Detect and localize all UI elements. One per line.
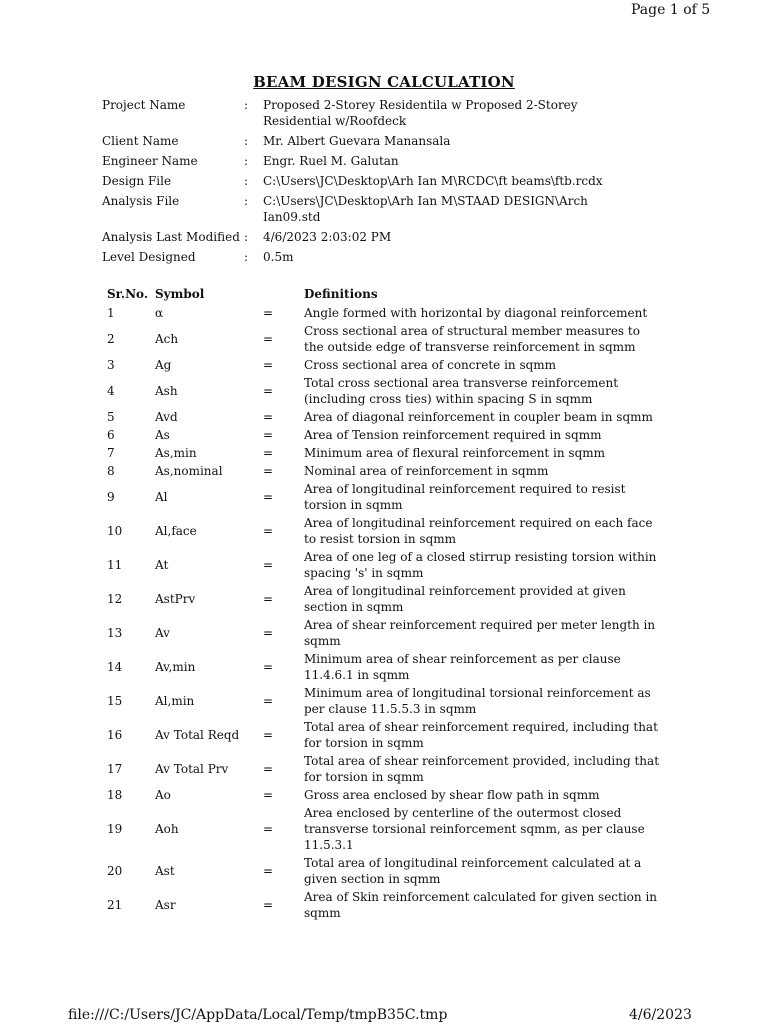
row-sr-no: 10 xyxy=(107,524,123,538)
row-symbol: Av,min xyxy=(155,660,196,674)
table-row xyxy=(107,357,667,373)
info-colon: : xyxy=(244,230,249,244)
row-sr-no: 16 xyxy=(107,728,123,742)
row-sr-no: 18 xyxy=(107,788,123,802)
row-equals: = xyxy=(263,428,274,442)
table-row xyxy=(107,805,667,853)
table-row xyxy=(107,685,667,717)
info-label: Analysis File xyxy=(102,194,180,208)
row-definition: Area of diagonal reinforcement in coupler beam in sqmm xyxy=(304,410,653,424)
info-row-analysis-file xyxy=(102,193,662,225)
table-row xyxy=(107,323,667,355)
header-definitions: Definitions xyxy=(304,287,378,301)
row-sr-no: 17 xyxy=(107,762,123,776)
info-label: Design File xyxy=(102,174,172,188)
info-value: C:\Users\JC\Desktop\Arh Ian M\STAAD DESIGN\Arch Ian09.std xyxy=(263,194,588,224)
row-equals: = xyxy=(263,694,274,708)
row-sr-no: 3 xyxy=(107,358,115,372)
row-symbol: As xyxy=(155,428,170,442)
row-sr-no: 2 xyxy=(107,332,115,346)
definitions-table xyxy=(107,285,667,923)
document-title: BEAM DESIGN CALCULATION xyxy=(253,73,515,91)
row-equals: = xyxy=(263,788,274,802)
footer-file-url: file:///C:/Users/JC/AppData/Local/Temp/tmpB35C.tmp xyxy=(68,1007,448,1023)
row-symbol: Al xyxy=(155,490,168,504)
table-row xyxy=(107,305,667,321)
row-definition: Area of Tension reinforcement required in sqmm xyxy=(304,428,602,442)
row-equals: = xyxy=(263,558,274,572)
row-definition: Gross area enclosed by shear flow path in sqmm xyxy=(304,788,600,802)
table-row xyxy=(107,463,667,479)
table-row xyxy=(107,855,667,887)
row-sr-no: 9 xyxy=(107,490,115,504)
row-definition: Area of one leg of a closed stirrup resisting torsion within spacing 's' in sqmm xyxy=(304,550,657,580)
info-colon: : xyxy=(244,134,249,148)
info-row-level-designed xyxy=(102,249,662,265)
page-indicator: Page 1 of 5 xyxy=(631,2,711,18)
row-definition: Minimum area of shear reinforcement as per clause 11.4.6.1 in sqmm xyxy=(304,652,621,682)
row-equals: = xyxy=(263,592,274,606)
row-sr-no: 15 xyxy=(107,694,123,708)
info-value: 0.5m xyxy=(263,250,294,264)
row-sr-no: 21 xyxy=(107,898,123,912)
info-row-analysis-last-modified xyxy=(102,229,662,245)
row-symbol: α xyxy=(155,306,164,320)
row-symbol: Avd xyxy=(155,410,178,424)
row-sr-no: 4 xyxy=(107,384,115,398)
info-row-design-file xyxy=(102,173,662,189)
row-definition: Minimum area of longitudinal torsional reinforcement as per clause 11.5.5.3 in sqmm xyxy=(304,686,651,716)
row-equals: = xyxy=(263,864,274,878)
row-symbol: Ast xyxy=(155,864,175,878)
info-label: Level Designed xyxy=(102,250,196,264)
row-symbol: Ao xyxy=(155,788,171,802)
info-label: Project Name xyxy=(102,98,186,112)
row-equals: = xyxy=(263,464,274,478)
row-sr-no: 6 xyxy=(107,428,115,442)
row-sr-no: 19 xyxy=(107,822,123,836)
row-sr-no: 13 xyxy=(107,626,123,640)
row-sr-no: 14 xyxy=(107,660,123,674)
row-definition: Cross sectional area of structural member measures to the outside edge of transverse reinforcement in sqmm xyxy=(304,324,640,354)
row-definition: Area of longitudinal reinforcement required to resist torsion in sqmm xyxy=(304,482,626,512)
footer-date: 4/6/2023 xyxy=(629,1007,692,1023)
row-symbol: Ag xyxy=(155,358,172,372)
row-sr-no: 20 xyxy=(107,864,123,878)
table-row xyxy=(107,753,667,785)
row-definition: Area of longitudinal reinforcement provided at given section in sqmm xyxy=(304,584,626,614)
row-definition: Cross sectional area of concrete in sqmm xyxy=(304,358,557,372)
row-definition: Total area of shear reinforcement provided, including that for torsion in sqmm xyxy=(304,754,660,784)
table-row xyxy=(107,409,667,425)
table-row xyxy=(107,549,667,581)
row-symbol: Av Total Prv xyxy=(155,762,229,776)
row-sr-no: 11 xyxy=(107,558,123,572)
row-definition: Angle formed with horizontal by diagonal reinforcement xyxy=(304,306,648,320)
row-symbol: Al,min xyxy=(155,694,195,708)
row-sr-no: 7 xyxy=(107,446,115,460)
info-value: Proposed 2-Storey Residentila w Proposed 2-Storey Residential w/Roofdeck xyxy=(263,98,578,128)
info-colon: : xyxy=(244,154,249,168)
row-definition: Area of Skin reinforcement calculated for given section in sqmm xyxy=(304,890,658,920)
row-symbol: AstPrv xyxy=(155,592,196,606)
info-value: C:\Users\JC\Desktop\Arh Ian M\RCDC\ft beams\ftb.rcdx xyxy=(263,174,603,188)
row-definition: Total area of shear reinforcement required, including that for torsion in sqmm xyxy=(304,720,658,750)
row-symbol: Asr xyxy=(155,898,176,912)
row-symbol: Av xyxy=(155,626,170,640)
info-label: Analysis Last Modified xyxy=(102,230,240,244)
header-sr-no: Sr.No. xyxy=(107,287,149,301)
row-equals: = xyxy=(263,728,274,742)
info-row-engineer-name xyxy=(102,153,662,169)
project-info xyxy=(102,97,662,269)
table-row xyxy=(107,617,667,649)
table-row xyxy=(107,719,667,751)
definitions-rows xyxy=(107,305,667,921)
row-equals: = xyxy=(263,524,274,538)
table-row xyxy=(107,481,667,513)
row-equals: = xyxy=(263,384,274,398)
row-sr-no: 8 xyxy=(107,464,115,478)
row-equals: = xyxy=(263,332,274,346)
row-definition: Total cross sectional area transverse reinforcement (including cross ties) within spacing S in sqmm xyxy=(304,376,619,406)
row-sr-no: 5 xyxy=(107,410,115,424)
row-symbol: Ach xyxy=(155,332,179,346)
row-equals: = xyxy=(263,410,274,424)
info-label: Client Name xyxy=(102,134,179,148)
row-symbol: Av Total Reqd xyxy=(155,728,240,742)
table-row xyxy=(107,583,667,615)
row-definition: Nominal area of reinforcement in sqmm xyxy=(304,464,549,478)
row-equals: = xyxy=(263,822,274,836)
info-value: Mr. Albert Guevara Manansala xyxy=(263,134,451,148)
row-equals: = xyxy=(263,446,274,460)
table-row xyxy=(107,889,667,921)
table-row xyxy=(107,651,667,683)
row-equals: = xyxy=(263,762,274,776)
table-row xyxy=(107,427,667,443)
info-label: Engineer Name xyxy=(102,154,198,168)
header-symbol: Symbol xyxy=(155,287,205,301)
row-symbol: At xyxy=(155,558,169,572)
row-symbol: As,nominal xyxy=(155,464,223,478)
row-equals: = xyxy=(263,358,274,372)
row-symbol: Al,face xyxy=(155,524,197,538)
definitions-header xyxy=(107,285,667,303)
table-row xyxy=(107,375,667,407)
row-symbol: As,min xyxy=(155,446,197,460)
row-equals: = xyxy=(263,490,274,504)
row-sr-no: 12 xyxy=(107,592,123,606)
info-colon: : xyxy=(244,194,249,208)
row-sr-no: 1 xyxy=(107,306,115,320)
row-symbol: Aoh xyxy=(155,822,179,836)
row-definition: Total area of longitudinal reinforcement calculated at a given section in sqmm xyxy=(304,856,642,886)
row-definition: Area of shear reinforcement required per meter length in sqmm xyxy=(304,618,656,648)
row-definition: Area enclosed by centerline of the outermost closed transverse torsional reinforcement sqmm, as per clause 11.5.3.1 xyxy=(304,806,645,852)
table-row xyxy=(107,787,667,803)
info-value: Engr. Ruel M. Galutan xyxy=(263,154,399,168)
row-equals: = xyxy=(263,898,274,912)
info-row-client-name xyxy=(102,133,662,149)
row-equals: = xyxy=(263,306,274,320)
row-definition: Area of longitudinal reinforcement required on each face to resist torsion in sqmm xyxy=(304,516,653,546)
table-row xyxy=(107,515,667,547)
row-symbol: Ash xyxy=(155,384,178,398)
info-colon: : xyxy=(244,174,249,188)
row-equals: = xyxy=(263,660,274,674)
row-definition: Minimum area of flexural reinforcement in sqmm xyxy=(304,446,606,460)
info-colon: : xyxy=(244,98,249,112)
info-value: 4/6/2023 2:03:02 PM xyxy=(263,230,392,244)
table-row xyxy=(107,445,667,461)
info-row-project-name xyxy=(102,97,662,129)
info-colon: : xyxy=(244,250,249,264)
row-equals: = xyxy=(263,626,274,640)
